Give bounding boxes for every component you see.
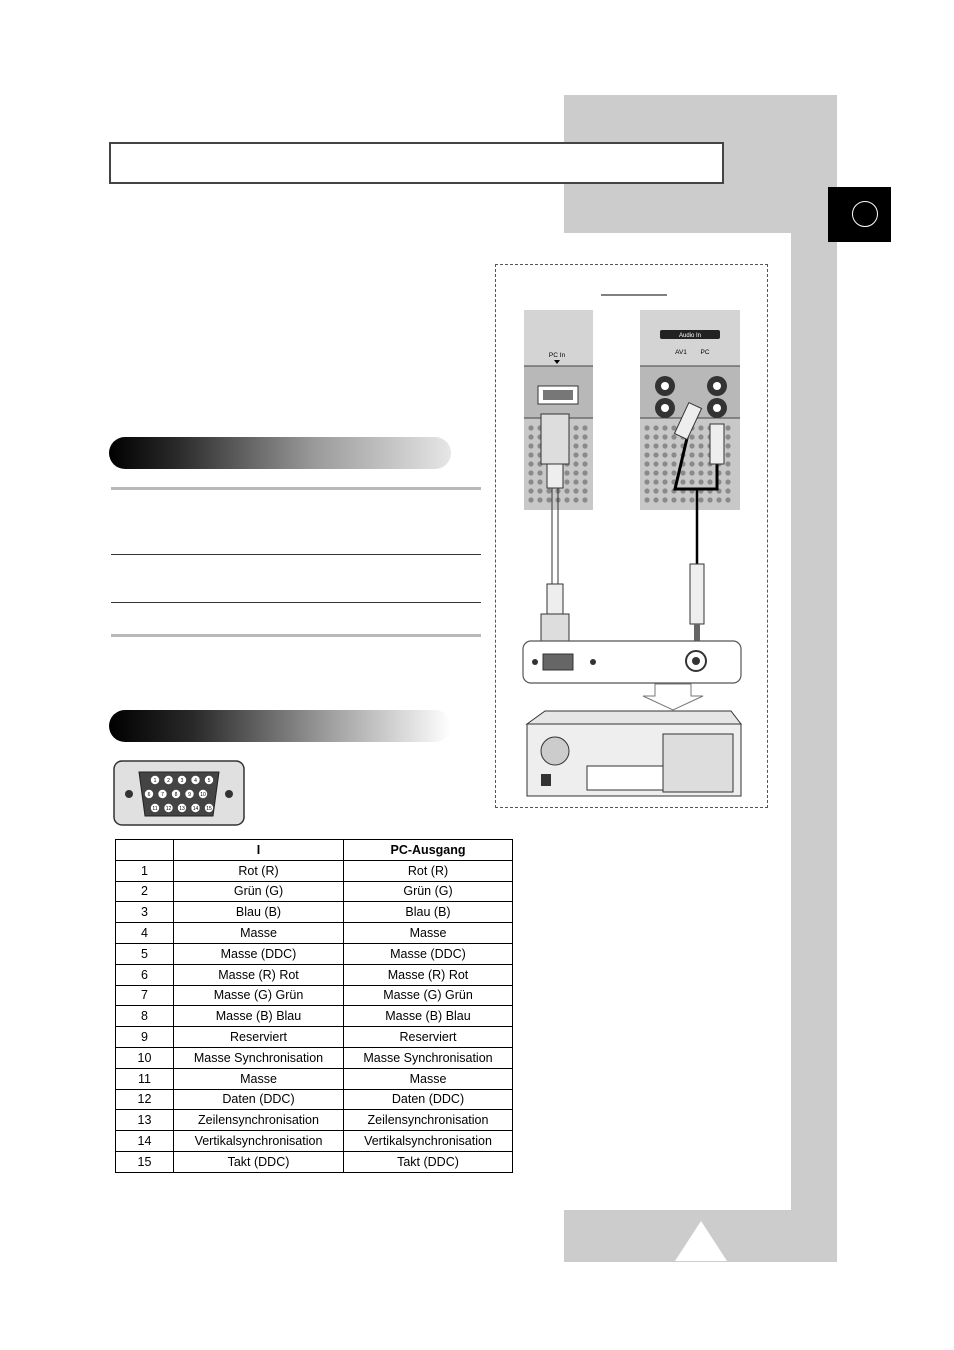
- input-signal-cell: Blau (B): [174, 902, 344, 923]
- page-title-box: [109, 142, 724, 184]
- connector-pin-label: 6: [147, 791, 151, 798]
- input-signal-cell: Masse (B) Blau: [174, 1006, 344, 1027]
- connector-pin-label: 7: [161, 791, 164, 798]
- divider-line: [111, 634, 481, 637]
- pc-output-signal-cell: Masse (G) Grün: [344, 985, 513, 1006]
- connector-pin-label: 11: [152, 805, 158, 812]
- section-header-bar-1: [109, 437, 451, 469]
- pc-output-signal-cell: Masse Synchronisation: [344, 1047, 513, 1068]
- connector-pin-label: 13: [179, 805, 185, 812]
- pin-number-cell: 9: [116, 1027, 174, 1048]
- pin-number-cell: 12: [116, 1089, 174, 1110]
- pc-output-signal-cell: Masse (R) Rot: [344, 964, 513, 985]
- connector-pin-label: 10: [200, 791, 206, 798]
- connector-pin-label: 4: [194, 777, 197, 784]
- pc-output-signal-cell: Takt (DDC): [344, 1151, 513, 1172]
- pin-number-cell: 3: [116, 902, 174, 923]
- page-up-arrow-icon: [675, 1221, 727, 1261]
- pin-number-cell: 7: [116, 985, 174, 1006]
- pc-in-label: PC In: [548, 352, 566, 359]
- input-signal-cell: Masse Synchronisation: [174, 1047, 344, 1068]
- pc-output-signal-cell: Grün (G): [344, 881, 513, 902]
- connection-diagram-artwork: [495, 264, 768, 808]
- connector-pin-label: 15: [206, 805, 212, 812]
- pc-output-signal-cell: Blau (B): [344, 902, 513, 923]
- input-signal-cell: Masse (DDC): [174, 943, 344, 964]
- table-row: [116, 943, 513, 964]
- table-row: [116, 985, 513, 1006]
- table-row: [116, 1110, 513, 1131]
- pin-number-cell: 4: [116, 923, 174, 944]
- pin-number-cell: 2: [116, 881, 174, 902]
- vga-cable: [541, 414, 569, 650]
- pc-output-signal-cell: Masse (B) Blau: [344, 1006, 513, 1027]
- divider-line: [111, 487, 481, 490]
- connector-pin-label: 12: [165, 805, 172, 812]
- input-signal-cell: Masse: [174, 1068, 344, 1089]
- pc-output-signal-cell: Reserviert: [344, 1027, 513, 1048]
- pin-assignment-table: [115, 839, 513, 1173]
- connector-pin-label: 9: [188, 791, 191, 798]
- table-row: [116, 1089, 513, 1110]
- table-row: [116, 1027, 513, 1048]
- connector-pin-label: 3: [180, 777, 184, 784]
- pc-output-signal-cell: Masse: [344, 923, 513, 944]
- connector-pin-label: 2: [167, 777, 170, 784]
- dsub-connector-icon: [113, 760, 245, 826]
- pc-output-signal-cell: Rot (R): [344, 860, 513, 881]
- table-row: [116, 1006, 513, 1027]
- connector-pin-label: 5: [207, 777, 211, 784]
- table-row: [116, 1068, 513, 1089]
- pin-number-cell: 11: [116, 1068, 174, 1089]
- table-header-pc-output: PC-Ausgang: [344, 840, 513, 861]
- section-header-bar-2: [109, 710, 451, 742]
- table-header-row: [116, 840, 513, 861]
- table-header-input: I: [174, 840, 344, 861]
- table-header-pin: [116, 840, 174, 861]
- input-signal-cell: Zeilensynchronisation: [174, 1110, 344, 1131]
- connector-pin-label: 8: [174, 791, 178, 798]
- input-signal-cell: Vertikalsynchronisation: [174, 1131, 344, 1152]
- input-signal-cell: Rot (R): [174, 860, 344, 881]
- input-signal-cell: Daten (DDC): [174, 1089, 344, 1110]
- pin-number-cell: 14: [116, 1131, 174, 1152]
- pin-number-cell: 5: [116, 943, 174, 964]
- av1-label: AV1: [675, 349, 687, 356]
- input-signal-cell: Reserviert: [174, 1027, 344, 1048]
- pc-output-signal-cell: Masse: [344, 1068, 513, 1089]
- pin-number-cell: 1: [116, 860, 174, 881]
- input-signal-cell: Takt (DDC): [174, 1151, 344, 1172]
- divider-line: [111, 602, 481, 603]
- input-signal-cell: Grün (G): [174, 881, 344, 902]
- pc-label: PC: [700, 349, 710, 356]
- table-row: [116, 964, 513, 985]
- pc-case: [527, 711, 741, 796]
- input-signal-cell: Masse (G) Grün: [174, 985, 344, 1006]
- pin-number-cell: 15: [116, 1151, 174, 1172]
- pc-output-signal-cell: Vertikalsynchronisation: [344, 1131, 513, 1152]
- pin-number-cell: 10: [116, 1047, 174, 1068]
- connector-pin-label: 14: [192, 805, 199, 812]
- language-circle-icon: [852, 201, 878, 227]
- table-row: [116, 902, 513, 923]
- pc-output-signal-cell: Masse (DDC): [344, 943, 513, 964]
- input-signal-cell: Masse: [174, 923, 344, 944]
- divider-line: [111, 554, 481, 555]
- table-row: [116, 1131, 513, 1152]
- input-signal-cell: Masse (R) Rot: [174, 964, 344, 985]
- pin-number-cell: 8: [116, 1006, 174, 1027]
- table-row: [116, 1047, 513, 1068]
- pin-number-cell: 6: [116, 964, 174, 985]
- table-row: [116, 923, 513, 944]
- audio-in-label: Audio In: [678, 333, 702, 339]
- connector-pin-label: 1: [153, 777, 157, 784]
- table-row: [116, 860, 513, 881]
- pc-output-signal-cell: Zeilensynchronisation: [344, 1110, 513, 1131]
- table-row: [116, 1151, 513, 1172]
- pin-number-cell: 13: [116, 1110, 174, 1131]
- table-row: [116, 881, 513, 902]
- pc-output-signal-cell: Daten (DDC): [344, 1089, 513, 1110]
